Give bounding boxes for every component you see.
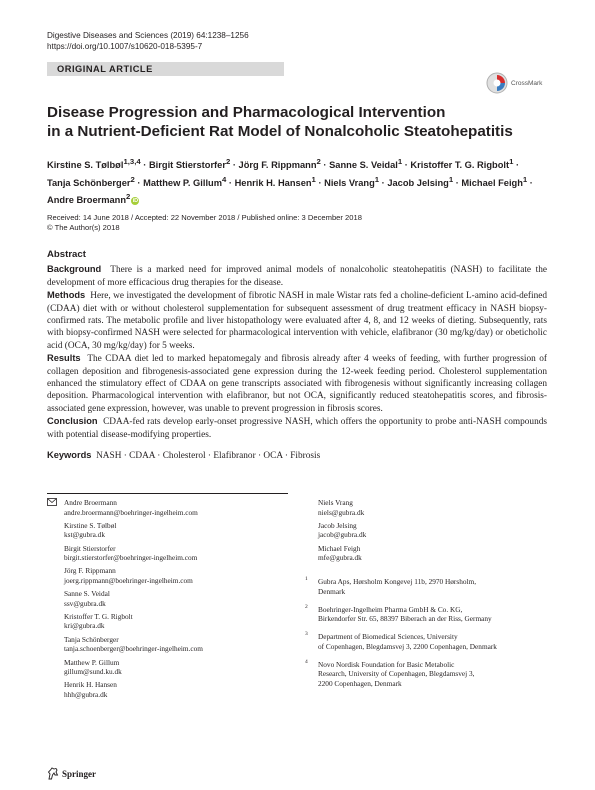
footnote-divider [47, 493, 288, 494]
keywords-label: Keywords [47, 450, 92, 460]
contact-entry [47, 566, 203, 585]
abstract-conclusion [47, 415, 547, 441]
contact-email[interactable]: joerg.rippmann@boehringer-ingelheim.com [64, 575, 193, 585]
doi-link[interactable]: https://doi.org/10.1007/s10620-018-5395-7 [47, 42, 203, 51]
contact-name: Sanne S. Veidal [64, 589, 110, 599]
contact-entry [47, 658, 203, 677]
contact-name: Henrik H. Hansen [64, 680, 117, 690]
contact-name: Niels Vrang [318, 498, 353, 507]
results-text: The CDAA diet led to marked hepatomegaly and fibrosis already after 4 weeks of feeding, with further progression of collagen deposition and fibrogenesis-associated gene expression during the 12-week feeding period. Cholesterol supplementation enhanced the stimulatory effect of CDAA on gene transcripts associated with fibrogenesis without significantly increasing collagen deposition. Pharmacological intervention with elafibranor, but not OCA, significantly reduced steatohepatitis scores, and fibrosis-associated gene expression, however, was unable to prevent progression in fibrosis scores. [47, 354, 547, 414]
author: Tanja Schönberger$^2$ [47, 174, 135, 188]
author-contacts-continued [318, 498, 366, 566]
publisher-name: Springer [62, 768, 97, 779]
contact-entry [47, 498, 203, 517]
journal-line: Digestive Diseases and Sciences (2019) 64:1238–1256 [47, 31, 249, 40]
contact-name: Andre Broermann [64, 498, 117, 507]
contact-entry [47, 589, 203, 608]
conclusion-text: CDAA-fed rats develop early-onset progressive NASH, which offers the opportunity to probe anti-NASH compounds with potential disease-modifying properties. [47, 417, 547, 440]
background-text: There is a marked need for improved animal models of nonalcoholic steatohepatitis (NASH) to facilitate the development of more efficacious drug therapies for the disease. [47, 265, 547, 288]
contact-name: Michael Feigh [318, 543, 361, 553]
title-line-2: in a Nutrient-Deficient Rat Model of Nonalcoholic Steatohepatitis [47, 123, 513, 140]
contact-entry [47, 544, 203, 563]
author: Jörg F. Rippmann$^2$ [238, 157, 321, 171]
contact-entry [47, 680, 203, 699]
title-line-1: Disease Progression and Pharmacological Intervention [47, 104, 446, 121]
affiliation-number: 4 [305, 658, 308, 665]
author: Henrik H. Hansen$^1$ [234, 174, 316, 188]
contact-name: Jacob Jelsing [318, 520, 357, 530]
envelope-icon [47, 498, 57, 506]
author-list: Kirstine S. Tølbøl$^{1,3,4}$ · Birgit Stierstorfer$^2$ · Jörg F. Rippmann$^2$ · Sanne S. Veidal$^1$ · Kristoffer T. G. Rigbolt$^1$ · Tanja Schönberger$^2$ · Matthew P. Gillum$^4$ · Henrik H. Hansen$^1$ · Niels Vrang$^1$ · Jacob Jelsing$^1$ · Michael Feigh$^1$ · Andre Broermann$^2$iD [47, 157, 533, 206]
contact-name: Kristoffer T. G. Rigbolt [64, 611, 133, 621]
author: Sanne S. Veidal$^1$ [329, 157, 403, 171]
crossmark-label: CrossMark [511, 79, 543, 87]
contact-entry [47, 612, 203, 631]
contact-email[interactable]: andre.broermann@boehringer-ingelheim.com [64, 507, 198, 517]
contact-email[interactable]: niels@gubra.dk [318, 507, 365, 517]
orcid-icon[interactable]: iD [132, 198, 139, 205]
copyright-line: © The Author(s) 2018 [47, 223, 120, 232]
methods-text: Here, we investigated the development of fibrotic NASH in male Wistar rats fed a choline-deficient L-amino acid-defined (CDAA) diet with or without cholesterol supplementation for subsequent assessment of drug treatment efficacy in NASH biopsy-confirmed rats. The metabolic profile and liver histopathology were evaluated after 4, 8, and 12 weeks of dieting. Subsequently, rats with biopsy-confirmed NASH were selected for pharmacological intervention with vehicle, elafibranor (30 mg/kg/day) or obeticholic acid (OCA, 30 mg/kg/day) for 5 weeks. [47, 291, 547, 351]
affiliation-number: 2 [305, 603, 308, 610]
author-contacts [47, 498, 203, 703]
contact-email[interactable]: gillum@sund.ku.dk [64, 667, 122, 677]
contact-name: Jörg F. Rippmann [64, 566, 116, 576]
contact-entry [47, 521, 203, 540]
abstract-heading: Abstract [47, 249, 86, 260]
background-label: Background [47, 264, 102, 275]
abstract-results [47, 352, 547, 415]
affiliation-number: 3 [305, 631, 308, 637]
contact-name: Matthew P. Gillum [64, 657, 120, 667]
affiliation-item: 3 Department of Biomedical Sciences, University of Copenhagen, Blegdamsvej 3, 2200 Copenhagen, Denmark [305, 631, 497, 651]
contact-email[interactable]: ssv@gubra.dk [64, 598, 106, 608]
crossmark-badge[interactable] [486, 72, 542, 94]
author: Jacob Jelsing$^1$ [387, 174, 454, 188]
contact-email[interactable]: hhh@gubra.dk [64, 689, 108, 699]
article-title [47, 103, 547, 141]
contact-entry [318, 544, 366, 563]
affiliation-item: 4 Novo Nordisk Foundation for Basic Metabolic Research, University of Copenhagen, Blegdamsvej 3, 2200 Copenhagen, Denmark [305, 658, 475, 688]
contact-email[interactable]: tanja.schoenberger@boehringer-ingelheim.com [64, 644, 203, 654]
author: Matthew P. Gillum$^4$ [143, 174, 227, 188]
results-label: Results [47, 353, 81, 364]
author: Kirstine S. Tølbøl$^{1,3,4}$ [47, 157, 141, 171]
keywords-text: NASH · CDAA · Cholesterol · Elafibranor · OCA · Fibrosis [96, 451, 321, 461]
contact-name: Tanja Schönberger [64, 634, 119, 644]
history-line: Received: 14 June 2018 / Accepted: 22 November 2018 / Published online: 3 December 2018 [47, 213, 362, 222]
affiliation-number: 1 [305, 576, 308, 582]
contact-email[interactable]: kri@gubra.dk [64, 621, 105, 631]
author: Michael Feigh$^1$ [461, 174, 528, 188]
contact-email[interactable]: mfe@gubra.dk [318, 553, 362, 563]
contact-name: Kirstine S. Tølbøl [64, 520, 117, 530]
author: Niels Vrang$^1$ [324, 174, 380, 188]
contact-email[interactable]: birgit.stierstorfer@boehringer-ingelheim.com [64, 553, 198, 563]
abstract-background [47, 263, 547, 289]
keywords [47, 449, 547, 462]
publisher-logo [47, 767, 96, 780]
methods-label: Methods [47, 290, 86, 301]
affiliation-item: 2 Boehringer-Ingelheim Pharma GmbH & Co. KG, Birkendorfer Str. 65, 88397 Biberach an der Riss, Germany [305, 603, 492, 623]
journal-citation [47, 30, 249, 52]
abstract-section [47, 249, 547, 441]
contact-email[interactable]: kst@gubra.dk [64, 530, 105, 540]
author: Kristoffer T. G. Rigbolt$^1$ [410, 157, 514, 171]
abstract-methods [47, 289, 547, 352]
contact-email[interactable]: jacob@gubra.dk [318, 530, 367, 540]
contact-name: Birgit Stierstorfer [64, 543, 116, 553]
contact-entry [318, 498, 366, 517]
contact-entry [47, 635, 203, 654]
conclusion-label: Conclusion [47, 416, 98, 427]
crossmark-icon [486, 72, 508, 94]
affiliations [305, 577, 550, 697]
publication-dates [47, 213, 362, 233]
contact-entry [318, 521, 366, 540]
affiliation-item: 1 Gubra Aps, Hørsholm Kongevej 11b, 2970 Hørsholm, Denmark [305, 576, 477, 596]
springer-horse-icon [47, 767, 59, 780]
author: Andre Broermann$^2$ [47, 192, 131, 206]
author: Birgit Stierstorfer$^2$ [148, 157, 231, 171]
article-type-banner: ORIGINAL ARTICLE [47, 62, 284, 76]
